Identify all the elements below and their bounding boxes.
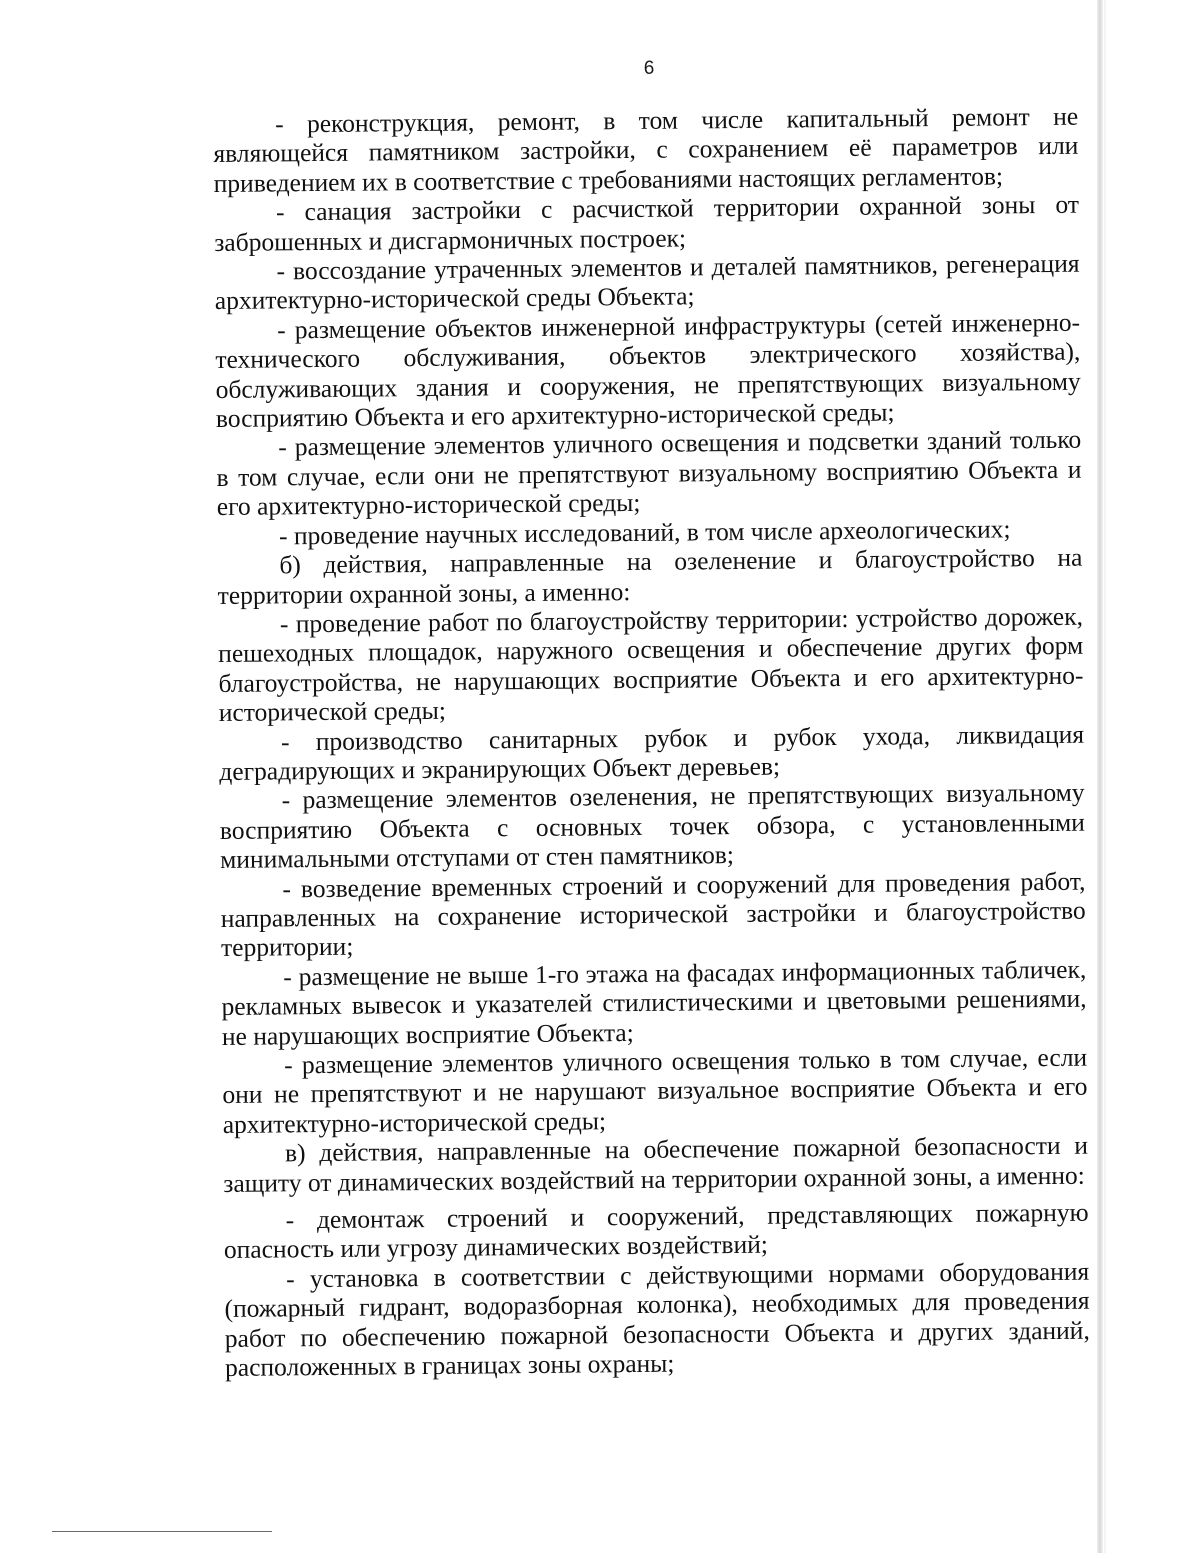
paragraph: - производство санитарных рубок и рубок ухода, ликвидация деградирующих и экранирующих Объект деревьев; <box>219 719 1085 786</box>
footnote-rule <box>52 1531 272 1532</box>
scan-edge-faint <box>1104 0 1106 1553</box>
paragraph: - размещение элементов уличного освещения и подсветки зданий только в том случае, если они не препятствуют визуальному восприятию Объекта и его архитектурно-исторической среды; <box>216 425 1082 522</box>
paragraph: - воссоздание утраченных элементов и деталей памятников, регенерация архитектурно-исторической среды Объекта; <box>214 248 1080 316</box>
paragraph: - установка в соответствии с действующими нормами оборудования (пожарный гидрант, водоразборная колонка), необходимых для проведения работ по обеспечению пожарной безопасности Объекта и других зданий, расположенных в границах зоны охраны; <box>224 1256 1090 1383</box>
paragraph: - размещение элементов озеленения, не препятствующих визуальному восприятию Объекта с основных точек обзора, с установленными минимальными отступами от стен памятников; <box>219 778 1086 875</box>
paragraph: в) действия, направленные на обеспечение пожарной безопасности и защиту от динамических воздействий на территории охранной зоны, а именно: <box>223 1130 1089 1198</box>
paragraph: - размещение не выше 1-го этажа на фасадах информационных табличек, рекламных вывесок и указателей стилистическими и цветовыми решениями, не нарушающих восприятие Объекта; <box>221 954 1087 1051</box>
paragraph: - реконструкция, ремонт, в том числе капитальный ремонт не являющейся памятником застройки, с сохранением её параметров или приведением их в соответствие с требованиями настоящих регламентов; <box>213 101 1079 198</box>
paragraph: б) действия, направленные на озеленение и благоустройство на территории охранной зоны, а именно: <box>217 542 1083 610</box>
paragraph: - санация застройки с расчисткой территории охранной зоны от заброшенных и дисгармоничных построек; <box>214 189 1080 257</box>
paragraph: - размещение объектов инженерной инфраструктуры (сетей инженерно-технического обслуживания, объектов электрического хозяйства), обслуживающих здания и сооружения, не препятствующих визуальному восприятию Объекта и его архитектурно-исторической среды; <box>215 307 1081 434</box>
paragraph: - проведение работ по благоустройству территории: устройство дорожек, пешеходных площадок, наружного освещения и обеспечение других форм благоустройства, не нарушающих восприятие Объекта и его архитектурно-исторической среды; <box>218 601 1084 728</box>
paragraph: - демонтаж строений и сооружений, представляющих пожарную опасность или угрозу динамических воздействий; <box>223 1197 1089 1265</box>
paragraph: - размещение элементов уличного освещения только в том случае, если они не препятствуют и не нарушают визуальное восприятие Объекта и его архитектурно-исторической среды; <box>222 1042 1088 1139</box>
paragraph: - проведение научных исследований, в том числе археологических; <box>278 514 1011 551</box>
paragraph: - возведение временных строений и сооружений для проведения работ, направленных на сохранение исторической застройки и благоустройство территории; <box>220 866 1086 963</box>
scan-edge-shadow <box>1097 0 1103 1553</box>
page-number: 6 <box>643 58 655 79</box>
document-body <box>213 102 1090 1383</box>
